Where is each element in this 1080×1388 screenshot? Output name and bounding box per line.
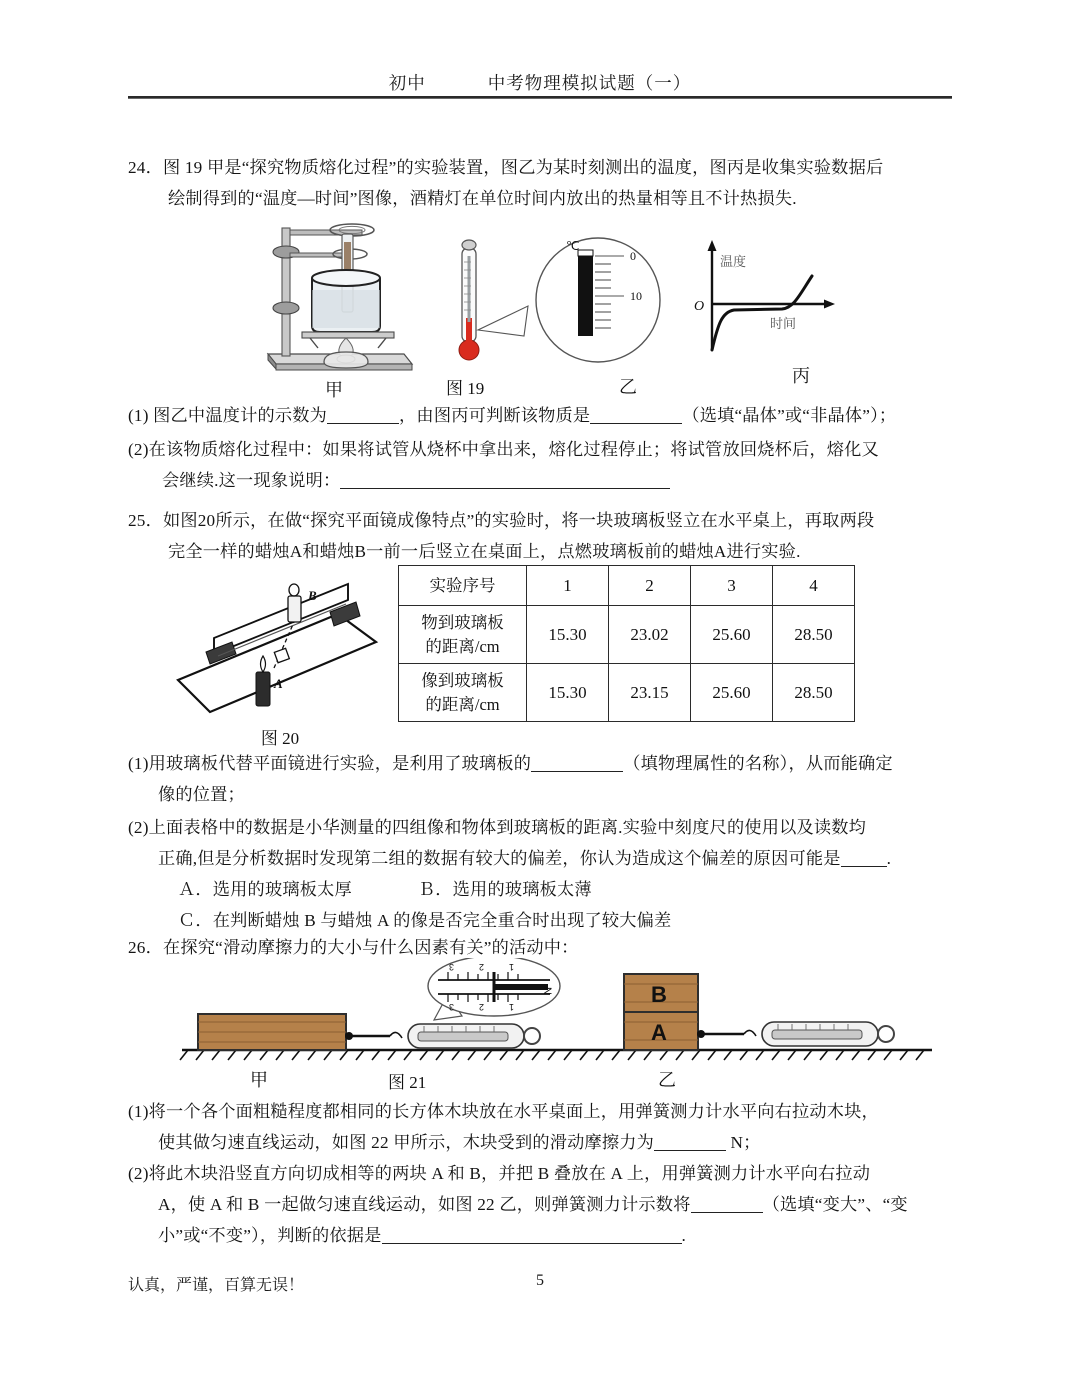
question-25-stem [128, 505, 968, 567]
thermometer-tick-10: 10 [630, 289, 642, 303]
question-25-sub-2 [128, 812, 983, 874]
figure-20 [170, 572, 382, 749]
block-a-label: A [651, 1020, 667, 1045]
question-25-sub-1 [128, 748, 978, 810]
header-divider [128, 96, 952, 99]
q26-sub1-line2-b: N； [730, 1133, 761, 1152]
q24-sub2-label: (2) [128, 440, 149, 459]
q26-answer-blank-friction[interactable] [654, 1150, 726, 1151]
rowhead-image-line2: 的距离/cm [425, 694, 500, 714]
figure-21-caption: 图 21 [388, 1073, 427, 1092]
q25-sub1-label: (1) [128, 754, 149, 773]
spring-scale-unit-label: N [541, 987, 553, 995]
object-distance-1: 15.30 [527, 606, 609, 664]
table-header-row [399, 566, 855, 606]
q24-sub1-text-a: 图乙中温度计的示数为 [153, 406, 328, 425]
scale-tick-1b: 1 [508, 1002, 514, 1012]
q24-answer-blank-substance[interactable] [590, 423, 682, 424]
table-col-2: 2 [609, 566, 691, 606]
figure-19-caption: 图 19 [446, 379, 485, 398]
q26-sub2-line2-b: （选填“变大”、“变 [762, 1195, 908, 1214]
page-title: 中考物理模拟试题（一） [487, 73, 692, 93]
q25-sub1-line2: 像的位置； [158, 785, 245, 804]
q26-sub2-label: (2) [128, 1164, 149, 1183]
q26-sub1-line1: 将一个各个面粗糙程度都相同的长方体木块放在水平桌面上，用弹簧测力计水平向右拉动木块， [148, 1102, 879, 1121]
candle-b-label: B [308, 588, 317, 603]
question-24-stem [128, 152, 952, 214]
q25-sub2-line2-a: 正确,但是分析数据时发现第二组的数据有较大的偏差，你认为造成这个偏差的原因可能是 [158, 849, 841, 868]
q26-answer-blank-basis[interactable] [382, 1243, 682, 1244]
figure-19-panel-jia [254, 222, 414, 402]
q25-answer-blank-choice[interactable] [841, 866, 887, 867]
q24-sub1-text-c: （选填“晶体”或“非晶体”）； [682, 406, 897, 425]
scale-tick-3: 3 [448, 962, 454, 972]
q26-sub2-line3-a: 小”或“不变”），判断的依据是 [158, 1226, 382, 1245]
figure-21-label-yi: 乙 [658, 1070, 676, 1090]
q25-sub2-line1: 上面表格中的数据是小华测量的四组像和物体到玻璃板的距离.实验中刻度尺的使用以及读数均 [148, 818, 867, 837]
q26-sub2-line1: 将此木块沿竖直方向切成相等的两块 A 和 B，并把 B 叠放在 A 上，用弹簧测力计水平向右拉动 [148, 1164, 871, 1183]
footer-page-number: 5 [536, 1272, 544, 1289]
block-b-label: B [651, 982, 667, 1007]
object-distance-2: 23.02 [609, 606, 691, 664]
q24-sub2-line1: 在该物质熔化过程中：如果将试管从烧杯中拿出来，熔化过程停止；将试管放回烧杯后，熔化又 [148, 440, 879, 459]
question-25-options [178, 874, 978, 936]
question-26-line1: 在探究“滑动摩擦力的大小与什么因素有关”的活动中： [162, 938, 579, 957]
q25-sub2-label: (2) [128, 818, 149, 837]
table-col-4: 4 [773, 566, 855, 606]
object-distance-4: 28.50 [773, 606, 855, 664]
q26-sub1-label: (1) [128, 1102, 149, 1121]
figure-19-panel-bing [678, 232, 868, 388]
table-rowhead-object-distance [399, 606, 527, 664]
question-26-sub-2 [128, 1158, 986, 1251]
table-col-1: 1 [527, 566, 609, 606]
image-distance-3: 25.60 [691, 664, 773, 722]
figure-21-label-jia: 甲 [250, 1070, 268, 1090]
q26-answer-blank-reading-change[interactable] [691, 1212, 763, 1213]
question-24-number: 24． [128, 158, 163, 177]
question-25-line2: 完全一样的蜡烛A和蜡烛B一前一后竖立在桌面上，点燃玻璃板前的蜡烛A进行实验. [168, 542, 801, 561]
question-26-number: 26． [128, 938, 163, 957]
footer-motto: 认真，严谨，百算无误！ [128, 1277, 305, 1294]
q24-sub1-text-b: ，由图丙可判断该物质是 [399, 406, 591, 425]
header-left-label: 初中 [388, 73, 426, 93]
image-distance-2: 23.15 [609, 664, 691, 722]
figure-19-label-bing: 丙 [792, 366, 810, 386]
question-25-number: 25． [128, 511, 163, 530]
q24-sub1-label: (1) [128, 406, 149, 425]
graph-x-axis-label: 时间 [770, 316, 797, 331]
plane-mirror-setup-icon [170, 572, 382, 722]
q26-sub1-line2-a: 使其做匀速直线运动，如图 22 甲所示，木块受到的滑动摩擦力为 [158, 1133, 655, 1152]
graph-y-axis-label: 温度 [720, 254, 747, 269]
table-col-3: 3 [691, 566, 773, 606]
q26-sub2-line3-b: . [681, 1226, 687, 1245]
page-footer [128, 1272, 952, 1295]
figure-21 [172, 958, 962, 1092]
q25-sub1-text-a: 用玻璃板代替平面镜进行实验，是利用了玻璃板的 [148, 754, 532, 773]
question-24-sub-1 [128, 400, 968, 431]
thermometer-unit-label: ℃ [566, 239, 580, 253]
option-c[interactable]: Ｃ．在判断蜡烛 B 与蜡烛 A 的像是否完全重合时出现了较大偏差 [178, 911, 672, 930]
q26-sub2-line2-a: A，使 A 和 B 一起做匀速直线运动，如图 22 乙，则弹簧测力计示数将 [158, 1195, 691, 1214]
rowhead-image-line1: 像到玻璃板 [421, 670, 504, 690]
question-24-sub-2 [128, 434, 973, 496]
q24-sub2-line2: 会继续.这一现象说明： [162, 471, 341, 490]
figure-20-caption: 图 20 [260, 729, 300, 748]
table-header-experiment-no: 实验序号 [399, 566, 527, 606]
q25-sub1-text-b: （填物理属性的名称），从而能确定 [623, 754, 893, 773]
q25-sub2-line2-b: . [886, 849, 892, 868]
q24-answer-blank-explanation[interactable] [340, 488, 670, 489]
option-a[interactable]: Ａ．选用的玻璃板太厚 [178, 880, 352, 899]
scale-tick-1: 1 [508, 962, 514, 972]
table-row-object-distance [399, 606, 855, 664]
q25-answer-blank-property[interactable] [531, 771, 623, 772]
temperature-time-graph-icon [678, 232, 868, 360]
figure-19-label-yi: 乙 [619, 377, 637, 397]
image-distance-1: 15.30 [527, 664, 609, 722]
scale-tick-3b: 3 [448, 1002, 454, 1012]
graph-origin-label: O [694, 299, 705, 314]
mirror-distance-table [398, 565, 855, 722]
scale-tick-2: 2 [478, 962, 484, 972]
figure-19 [128, 222, 952, 400]
thermometer-tick-0: 0 [630, 249, 636, 263]
figure-19-label-jia: 甲 [325, 380, 343, 400]
table-row-image-distance [399, 664, 855, 722]
scale-tick-2b: 2 [478, 1002, 484, 1012]
question-24-line2: 绘制得到的“温度—时间”图像，酒精灯在单位时间内放出的热量相等且不计热损失. [168, 189, 797, 208]
melting-apparatus-icon [254, 222, 414, 374]
rowhead-object-line2: 的距离/cm [425, 636, 500, 656]
image-distance-4: 28.50 [773, 664, 855, 722]
question-26-sub-1 [128, 1096, 983, 1158]
table-rowhead-image-distance [399, 664, 527, 722]
question-25-line1: 如图20所示，在做“探究平面镜成像特点”的实验时，将一块玻璃板竖立在水平桌上，再取两段 [162, 511, 875, 530]
candle-a-label: A [274, 676, 283, 691]
page-header [0, 70, 1080, 95]
question-24-line1: 图 19 甲是“探究物质熔化过程”的实验装置，图乙为某时刻测出的温度，图丙是收集实验数据后 [162, 158, 884, 177]
option-b[interactable]: Ｂ．选用的玻璃板太薄 [417, 880, 592, 899]
thermometer-icon [438, 232, 678, 377]
rowhead-object-line1: 物到玻璃板 [421, 612, 504, 632]
q24-answer-blank-reading[interactable] [327, 423, 399, 424]
friction-experiment-icon [172, 958, 962, 1066]
object-distance-3: 25.60 [691, 606, 773, 664]
